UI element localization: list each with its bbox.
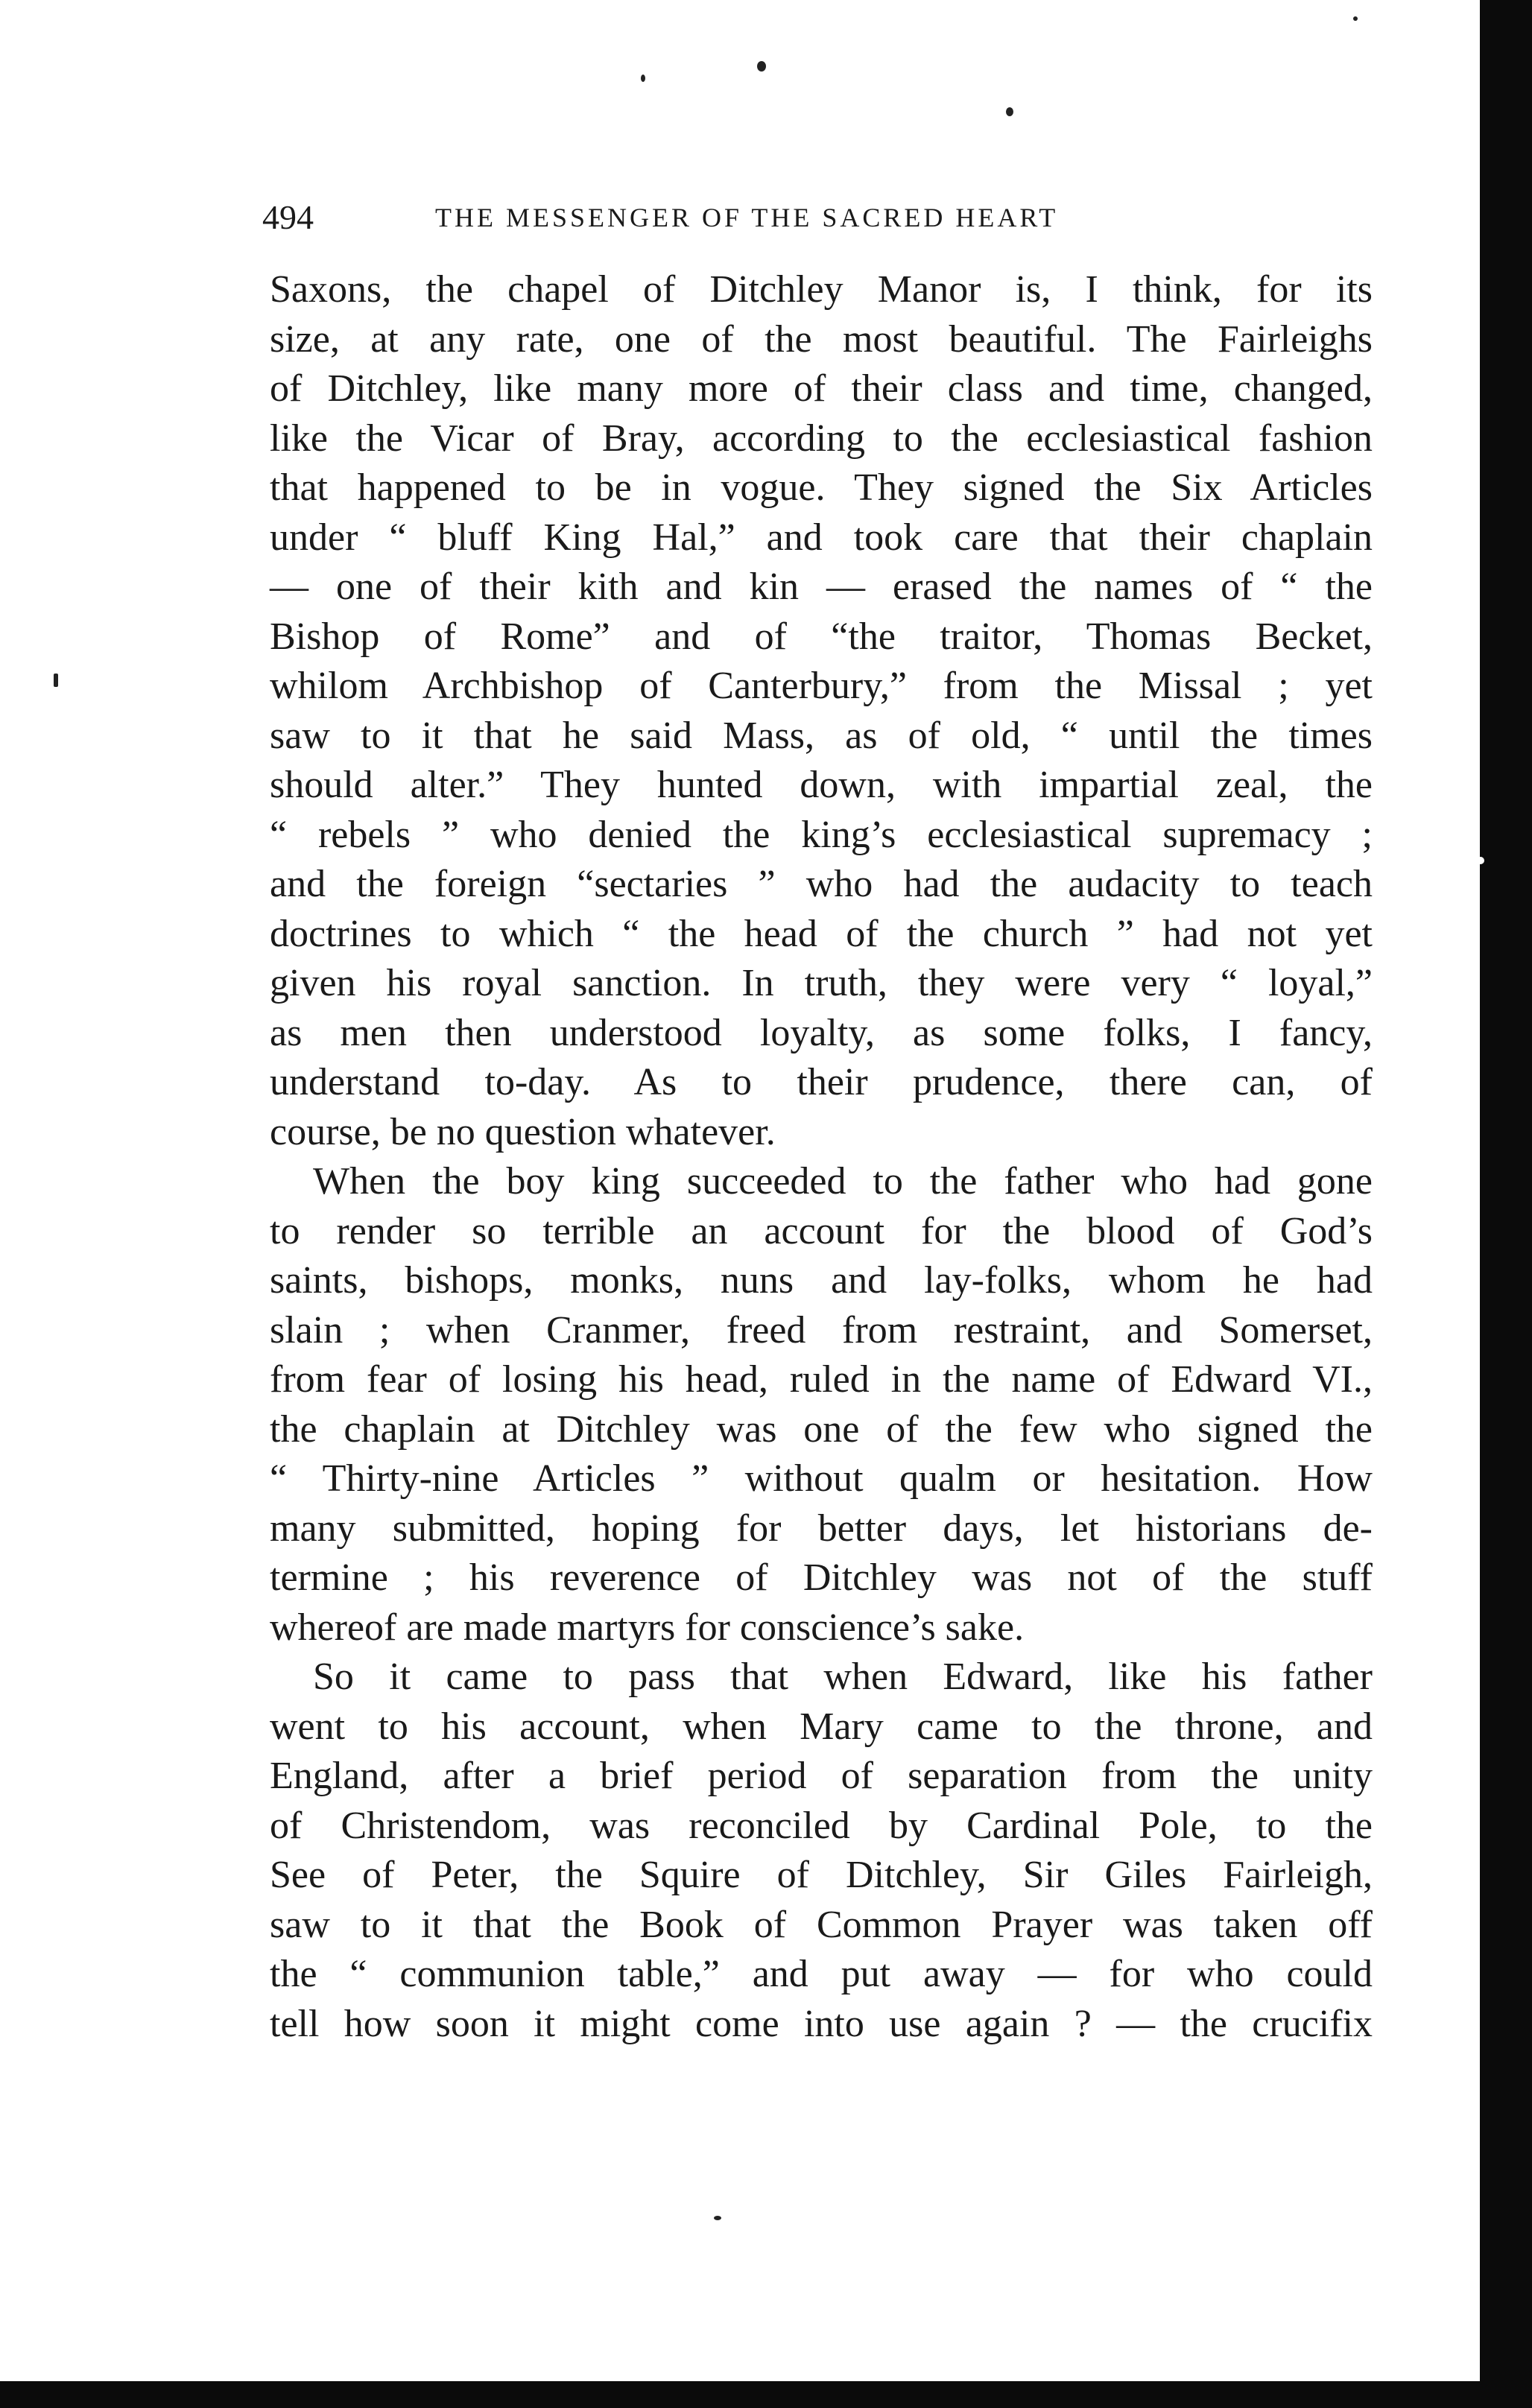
running-title: THE MESSENGER OF THE SACRED HEART [435,203,1059,232]
paragraph [270,1653,1373,2049]
scan-speck [1006,107,1013,116]
text-line: and the foreign “sectaries ” who had the audacity to teach [270,863,1373,905]
text-line: termine ; his reverence of Ditchley was not of the stuff [270,1556,1373,1599]
page-number: 494 [262,198,314,236]
text-line: size, at any rate, one of the most beautiful. The Fairleighs [270,317,1373,361]
text-line: should alter.” They hunted down, with impartial zeal, the [270,764,1373,806]
scan-border-bottom [0,2381,1532,2408]
text-line: tell how soon it might come into use again ? — the crucifix [270,2002,1373,2045]
text-line: whilom Archbishop of Canterbury,” from the Missal ; yet [270,665,1373,707]
text-line: “ Thirty-nine Articles ” without qualm or hesitation. How [270,1457,1373,1500]
text-line: like the Vicar of Bray, according to the ecclesiastical fashion [270,416,1373,460]
paragraph [270,1157,1373,1653]
text-line: See of Peter, the Squire of Ditchley, Sir Giles Fairleigh, [270,1854,1373,1896]
text-line: understand to-day. As to their prudence, there can, of [270,1061,1373,1103]
text-line: that happened to be in vogue. They signed the Six Articles [270,466,1373,509]
page-header [262,195,1224,240]
scan-speck [54,674,58,687]
scan-speck [714,2216,721,2220]
scan-speck [1353,16,1358,21]
text-line: slain ; when Cranmer, freed from restraint, and Somerset, [270,1308,1373,1352]
text-line: England, after a brief period of separation from the unity [270,1755,1373,1797]
text-line: as men then understood loyalty, as some folks, I fancy, [270,1011,1373,1054]
text-line: — one of their kith and kin — erased the names of “ the [270,565,1373,608]
scan-speck [1477,857,1484,864]
text-line: course, be no question whatever. [270,1110,776,1153]
text-line: of Ditchley, like many more of their class and time, changed, [270,367,1373,410]
text-line: doctrines to which “ the head of the church ” had not yet [270,912,1373,955]
text-line: the “ communion table,” and put away — for who could [270,1953,1373,1995]
text-line: under “ bluff King Hal,” and took care that their chaplain [270,516,1373,559]
text-line: saw to it that he said Mass, as of old, “ until the times [270,714,1373,757]
text-line: to render so terrible an account for the blood of God’s [270,1209,1373,1252]
text-line: Saxons, the chapel of Ditchley Manor is, I think, for its [270,268,1373,311]
scan-speck [641,75,645,82]
text-line: from fear of losing his head, ruled in the name of Edward VI., [270,1358,1373,1401]
text-line: When the boy king succeeded to the father who had gone [313,1160,1373,1203]
paragraph [270,265,1373,1157]
scan-speck [757,61,766,72]
text-line: given his royal sanction. In truth, they were very “ loyal,” [270,962,1373,1004]
text-line: the chaplain at Ditchley was one of the few who signed the [270,1407,1373,1451]
text-line: So it came to pass that when Edward, like his father [313,1656,1373,1698]
scan-border-right [1480,0,1532,2408]
text-line: whereof are made martyrs for conscience’s sake. [270,1606,1025,1649]
body-text [270,265,1373,2049]
text-line: saw to it that the Book of Common Prayer was taken off [270,1903,1373,1946]
text-line: “ rebels ” who denied the king’s ecclesiastical supremacy ; [270,813,1373,856]
text-line: of Christendom, was reconciled by Cardinal Pole, to the [270,1804,1373,1847]
text-line: Bishop of Rome” and of “the traitor, Thomas Becket, [270,615,1373,658]
text-line: went to his account, when Mary came to the throne, and [270,1705,1373,1748]
text-line: saints, bishops, monks, nuns and lay-folks, whom he had [270,1259,1373,1302]
text-line: many submitted, hoping for better days, let historians de- [270,1506,1373,1550]
